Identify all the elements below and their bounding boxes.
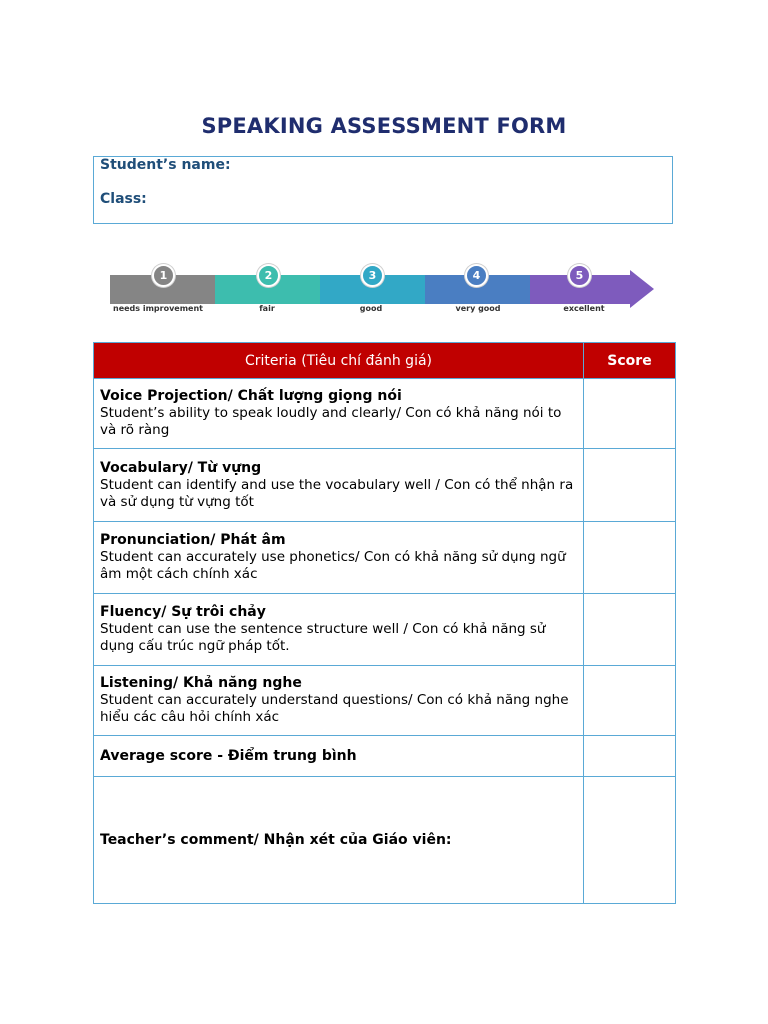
average-score-cell[interactable] bbox=[584, 736, 676, 777]
score-cell[interactable] bbox=[584, 594, 676, 666]
table-row bbox=[94, 379, 676, 449]
criteria-header: Criteria (Tiêu chí đánh giá) bbox=[94, 343, 584, 379]
scale-step-4-label: very good bbox=[455, 304, 501, 313]
criteria-table bbox=[93, 342, 676, 904]
table-row bbox=[94, 522, 676, 594]
scale-step-2-label: fair bbox=[259, 304, 275, 313]
criteria-description: Student’s ability to speak loudly and clearly/ Con có khả năng nói to và rõ ràng bbox=[100, 405, 562, 438]
table-row bbox=[94, 594, 676, 666]
comment-score-cell[interactable] bbox=[584, 777, 676, 904]
score-cell[interactable] bbox=[584, 522, 676, 594]
criteria-title: Listening/ Khả năng nghe bbox=[100, 675, 302, 691]
scale-step-2-icon: 2 bbox=[257, 264, 280, 287]
student-info-box[interactable] bbox=[93, 156, 673, 224]
scale-step-5-label: excellent bbox=[563, 304, 605, 313]
criteria-description: Student can accurately use phonetics/ Con có khả năng sử dụng ngữ âm một cách chính xác bbox=[100, 549, 566, 582]
scale-step-3-icon: 3 bbox=[361, 264, 384, 287]
scale-step-4-icon: 4 bbox=[465, 264, 488, 287]
table-header-row bbox=[94, 343, 676, 379]
scale-step-1-icon: 1 bbox=[152, 264, 175, 287]
scale-step-5-icon: 5 bbox=[568, 264, 591, 287]
comment-label-cell[interactable] bbox=[94, 777, 584, 904]
page-title: SPEAKING ASSESSMENT FORM bbox=[201, 114, 567, 138]
score-cell[interactable] bbox=[584, 449, 676, 522]
teacher-comment-label: Teacher’s comment/ Nhận xét của Giáo viên: bbox=[100, 831, 452, 848]
average-row bbox=[94, 736, 676, 777]
class-label: Class: bbox=[100, 191, 147, 207]
rating-scale bbox=[110, 262, 655, 318]
criteria-title: Voice Projection/ Chất lượng giọng nói bbox=[100, 388, 402, 404]
scale-arrow-head bbox=[630, 270, 654, 308]
scale-step-3-label: good bbox=[359, 304, 383, 313]
criteria-cell bbox=[94, 594, 584, 666]
criteria-title: Fluency/ Sự trôi chảy bbox=[100, 604, 266, 620]
scale-step-1-label: needs improvement bbox=[113, 304, 203, 313]
criteria-title: Pronunciation/ Phát âm bbox=[100, 532, 286, 548]
average-score-label: Average score - Điểm trung bình bbox=[100, 747, 357, 764]
criteria-cell bbox=[94, 522, 584, 594]
table-row bbox=[94, 666, 676, 736]
criteria-description: Student can identify and use the vocabulary well / Con có thể nhận ra và sử dụng từ vựng tốt bbox=[100, 476, 574, 510]
average-label-cell bbox=[94, 736, 584, 777]
table-row bbox=[94, 449, 676, 522]
criteria-cell bbox=[94, 666, 584, 736]
criteria-cell bbox=[94, 379, 584, 449]
criteria-title: Vocabulary/ Từ vựng bbox=[100, 459, 262, 476]
comment-row bbox=[94, 777, 676, 904]
student-name-label: Student’s name: bbox=[100, 157, 231, 173]
score-cell[interactable] bbox=[584, 379, 676, 449]
score-cell[interactable] bbox=[584, 666, 676, 736]
score-header: Score bbox=[584, 343, 676, 379]
criteria-description: Student can accurately understand questions/ Con có khả năng nghe hiểu các câu hỏi chính xác bbox=[100, 692, 569, 725]
criteria-cell bbox=[94, 449, 584, 522]
criteria-description: Student can use the sentence structure well / Con có khả năng sử dụng cấu trúc ngữ pháp tốt. bbox=[100, 621, 546, 654]
